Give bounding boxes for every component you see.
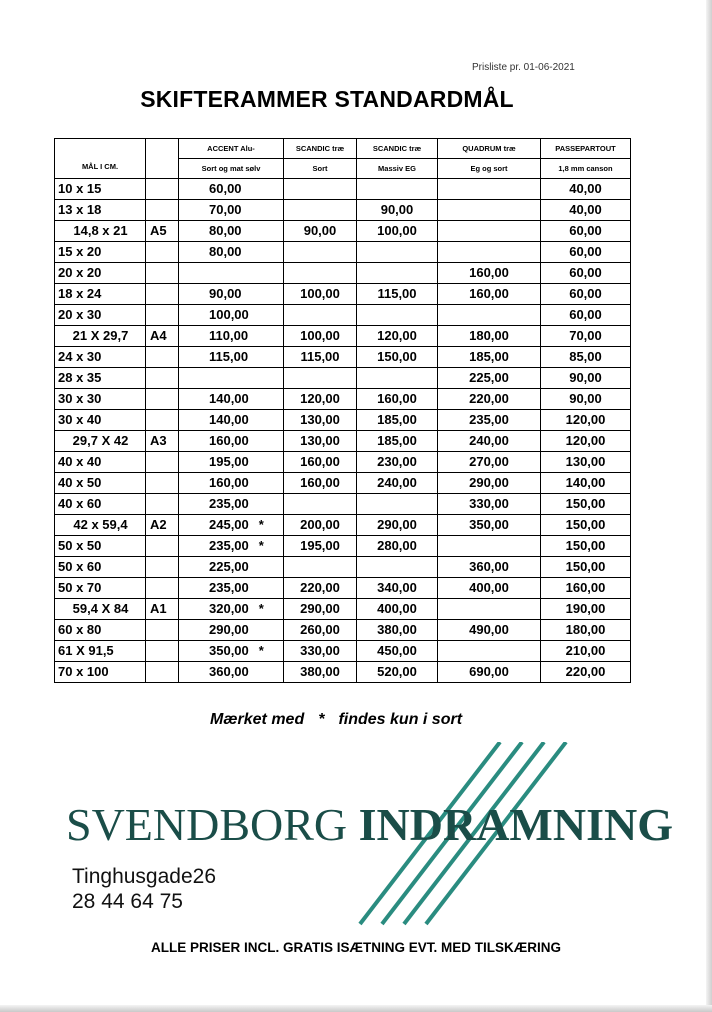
table-row	[55, 179, 631, 200]
scandic-eg-price-cell: 90,00	[357, 200, 438, 221]
format-cell: A1	[146, 599, 179, 620]
size-cell: 59,4 X 84	[55, 599, 146, 620]
size-cell: 29,7 X 42	[55, 431, 146, 452]
accent-price-cell	[179, 557, 284, 578]
black-only-marker: *	[258, 601, 264, 616]
format-column-header	[146, 139, 179, 179]
header-row-top	[55, 139, 631, 159]
phone-number: 28 44 64 75	[72, 890, 183, 913]
passepartout-price-cell: 40,00	[541, 200, 631, 221]
format-cell	[146, 200, 179, 221]
scandic-sort-price-cell	[284, 263, 357, 284]
accent-price: 350,00	[209, 643, 249, 658]
format-cell	[146, 179, 179, 200]
accent-price: 320,00	[209, 601, 249, 616]
accent-price: 225,00	[209, 559, 249, 574]
scandic-sort-price-cell: 120,00	[284, 389, 357, 410]
quadrum-price-cell	[438, 221, 541, 242]
scandic-sort-price-cell: 130,00	[284, 410, 357, 431]
format-cell	[146, 347, 179, 368]
format-cell	[146, 284, 179, 305]
size-cell: 10 x 15	[55, 179, 146, 200]
accent-price-cell	[179, 347, 284, 368]
company-address	[72, 864, 216, 914]
accent-price: 90,00	[209, 286, 242, 301]
quadrum-price-cell: 290,00	[438, 473, 541, 494]
black-only-marker: *	[258, 517, 264, 532]
table-row	[55, 557, 631, 578]
accent-price: 160,00	[209, 475, 249, 490]
col-header-quadrum: QUADRUM træ	[438, 139, 541, 159]
accent-price-cell	[179, 305, 284, 326]
scandic-eg-price-cell: 150,00	[357, 347, 438, 368]
accent-price-cell	[179, 368, 284, 389]
passepartout-price-cell: 150,00	[541, 536, 631, 557]
scandic-sort-price-cell: 330,00	[284, 641, 357, 662]
quadrum-price-cell: 690,00	[438, 662, 541, 683]
passepartout-price-cell: 140,00	[541, 473, 631, 494]
scandic-sort-price-cell: 290,00	[284, 599, 357, 620]
scandic-sort-price-cell: 130,00	[284, 431, 357, 452]
format-cell: A2	[146, 515, 179, 536]
accent-price: 235,00	[209, 580, 249, 595]
table-row	[55, 389, 631, 410]
accent-price-cell	[179, 326, 284, 347]
table-row	[55, 641, 631, 662]
format-cell	[146, 557, 179, 578]
size-cell: 40 x 40	[55, 452, 146, 473]
table-row	[55, 410, 631, 431]
footnote-text-2: findes kun i sort	[338, 711, 463, 728]
accent-price: 110,00	[209, 328, 249, 343]
accent-price-cell	[179, 431, 284, 452]
format-cell	[146, 620, 179, 641]
passepartout-price-cell: 90,00	[541, 389, 631, 410]
scandic-sort-price-cell	[284, 305, 357, 326]
table-row	[55, 305, 631, 326]
scandic-sort-price-cell	[284, 200, 357, 221]
passepartout-price-cell: 120,00	[541, 410, 631, 431]
quadrum-price-cell: 360,00	[438, 557, 541, 578]
quadrum-price-cell	[438, 179, 541, 200]
accent-price-cell	[179, 410, 284, 431]
scandic-eg-price-cell: 100,00	[357, 221, 438, 242]
col-subheader-accent: Sort og mat sølv	[179, 159, 284, 179]
col-header-passepartout: PASSEPARTOUT	[541, 139, 631, 159]
scandic-eg-price-cell	[357, 368, 438, 389]
scandic-sort-price-cell: 380,00	[284, 662, 357, 683]
table-row	[55, 662, 631, 683]
format-cell	[146, 452, 179, 473]
format-cell	[146, 389, 179, 410]
quadrum-price-cell	[438, 200, 541, 221]
col-subheader-passepartout: 1,8 mm canson	[541, 159, 631, 179]
col-subheader-scandic-sort: Sort	[284, 159, 357, 179]
table-row	[55, 221, 631, 242]
bottom-note: ALLE PRISER INCL. GRATIS ISÆTNING EVT. MED TILSKÆRING	[150, 940, 562, 955]
size-cell: 50 x 60	[55, 557, 146, 578]
table-row	[55, 536, 631, 557]
passepartout-price-cell: 40,00	[541, 179, 631, 200]
black-only-marker: *	[258, 643, 264, 658]
quadrum-price-cell: 270,00	[438, 452, 541, 473]
size-cell: 60 x 80	[55, 620, 146, 641]
scandic-eg-price-cell: 340,00	[357, 578, 438, 599]
scandic-eg-price-cell: 185,00	[357, 431, 438, 452]
scandic-sort-price-cell: 220,00	[284, 578, 357, 599]
quadrum-price-cell: 180,00	[438, 326, 541, 347]
accent-price: 100,00	[209, 307, 249, 322]
scandic-sort-price-cell	[284, 242, 357, 263]
size-column-header: MÅL I CM.	[55, 139, 146, 179]
scandic-sort-price-cell: 160,00	[284, 473, 357, 494]
quadrum-price-cell: 400,00	[438, 578, 541, 599]
passepartout-price-cell: 60,00	[541, 242, 631, 263]
street-number: 26	[192, 865, 217, 888]
quadrum-price-cell: 220,00	[438, 389, 541, 410]
table-row	[55, 494, 631, 515]
accent-price-cell	[179, 578, 284, 599]
format-cell: A5	[146, 221, 179, 242]
quadrum-price-cell	[438, 599, 541, 620]
accent-price-cell	[179, 263, 284, 284]
scandic-sort-price-cell: 260,00	[284, 620, 357, 641]
quadrum-price-cell: 235,00	[438, 410, 541, 431]
accent-price: 290,00	[209, 622, 249, 637]
table-row	[55, 347, 631, 368]
passepartout-price-cell: 85,00	[541, 347, 631, 368]
footnote	[0, 711, 712, 729]
table-row	[55, 515, 631, 536]
table-row	[55, 599, 631, 620]
scandic-eg-price-cell: 400,00	[357, 599, 438, 620]
size-cell: 50 x 70	[55, 578, 146, 599]
footnote-star: *	[318, 711, 325, 728]
accent-price-cell	[179, 473, 284, 494]
scandic-sort-price-cell: 160,00	[284, 452, 357, 473]
col-header-scandic-eg: SCANDIC træ	[357, 139, 438, 159]
scandic-eg-price-cell: 120,00	[357, 326, 438, 347]
passepartout-price-cell: 220,00	[541, 662, 631, 683]
size-cell: 28 x 35	[55, 368, 146, 389]
size-cell: 40 x 50	[55, 473, 146, 494]
table-row	[55, 368, 631, 389]
quadrum-price-cell	[438, 641, 541, 662]
footnote-text-1: Mærket med	[209, 711, 305, 728]
scandic-sort-price-cell	[284, 368, 357, 389]
brand-name-light: SVENDBORG	[66, 799, 359, 850]
passepartout-price-cell: 90,00	[541, 368, 631, 389]
format-cell	[146, 578, 179, 599]
accent-price-cell	[179, 494, 284, 515]
size-cell: 42 x 59,4	[55, 515, 146, 536]
scandic-sort-price-cell	[284, 179, 357, 200]
quadrum-price-cell: 240,00	[438, 431, 541, 452]
col-subheader-scandic-eg: Massiv EG	[357, 159, 438, 179]
passepartout-price-cell: 70,00	[541, 326, 631, 347]
table-row	[55, 242, 631, 263]
col-subheader-quadrum: Eg og sort	[438, 159, 541, 179]
accent-price-cell	[179, 389, 284, 410]
accent-price: 235,00	[209, 496, 249, 511]
format-cell: A4	[146, 326, 179, 347]
scandic-eg-price-cell: 160,00	[357, 389, 438, 410]
accent-price-cell	[179, 641, 284, 662]
table-row	[55, 431, 631, 452]
quadrum-price-cell	[438, 536, 541, 557]
table-row	[55, 578, 631, 599]
size-cell: 30 x 40	[55, 410, 146, 431]
passepartout-price-cell: 180,00	[541, 620, 631, 641]
scandic-eg-price-cell	[357, 557, 438, 578]
scandic-eg-price-cell: 450,00	[357, 641, 438, 662]
size-cell: 70 x 100	[55, 662, 146, 683]
accent-price-cell	[179, 200, 284, 221]
col-header-scandic-sort: SCANDIC træ	[284, 139, 357, 159]
scandic-eg-price-cell	[357, 494, 438, 515]
format-cell	[146, 263, 179, 284]
quadrum-price-cell: 185,00	[438, 347, 541, 368]
format-cell	[146, 494, 179, 515]
table-row	[55, 452, 631, 473]
table-row	[55, 326, 631, 347]
brand-name-bold: INDRAMNING	[358, 799, 673, 850]
quadrum-price-cell: 160,00	[438, 263, 541, 284]
table-row	[55, 284, 631, 305]
size-cell: 13 x 18	[55, 200, 146, 221]
accent-price-cell	[179, 179, 284, 200]
scandic-eg-price-cell: 290,00	[357, 515, 438, 536]
scandic-eg-price-cell	[357, 305, 438, 326]
accent-price-cell	[179, 662, 284, 683]
scandic-eg-price-cell: 115,00	[357, 284, 438, 305]
accent-price: 80,00	[209, 223, 242, 238]
table-row	[55, 263, 631, 284]
page-shadow-right	[706, 0, 712, 1012]
accent-price: 160,00	[209, 433, 249, 448]
pricelist-date: Prisliste pr. 01-06-2021	[472, 62, 575, 73]
passepartout-price-cell: 60,00	[541, 305, 631, 326]
table-row	[55, 473, 631, 494]
company-logo	[60, 742, 673, 932]
passepartout-price-cell: 120,00	[541, 431, 631, 452]
quadrum-price-cell: 160,00	[438, 284, 541, 305]
passepartout-price-cell: 60,00	[541, 284, 631, 305]
quadrum-price-cell	[438, 242, 541, 263]
accent-price: 70,00	[209, 202, 242, 217]
size-cell: 24 x 30	[55, 347, 146, 368]
size-cell: 14,8 x 21	[55, 221, 146, 242]
format-cell: A3	[146, 431, 179, 452]
accent-price: 115,00	[209, 349, 249, 364]
quadrum-price-cell: 350,00	[438, 515, 541, 536]
size-cell: 20 x 30	[55, 305, 146, 326]
quadrum-price-cell: 490,00	[438, 620, 541, 641]
accent-price: 235,00	[209, 538, 249, 553]
accent-price-cell	[179, 536, 284, 557]
size-cell: 15 x 20	[55, 242, 146, 263]
size-cell: 61 X 91,5	[55, 641, 146, 662]
scandic-eg-price-cell	[357, 242, 438, 263]
accent-price-cell	[179, 599, 284, 620]
accent-price-cell	[179, 515, 284, 536]
scandic-sort-price-cell: 115,00	[284, 347, 357, 368]
scandic-eg-price-cell: 280,00	[357, 536, 438, 557]
size-cell: 18 x 24	[55, 284, 146, 305]
scandic-eg-price-cell	[357, 263, 438, 284]
scandic-eg-price-cell: 230,00	[357, 452, 438, 473]
format-cell	[146, 368, 179, 389]
passepartout-price-cell: 60,00	[541, 263, 631, 284]
passepartout-price-cell: 160,00	[541, 578, 631, 599]
passepartout-price-cell: 210,00	[541, 641, 631, 662]
accent-price-cell	[179, 620, 284, 641]
accent-price-cell	[179, 221, 284, 242]
format-cell	[146, 536, 179, 557]
format-cell	[146, 305, 179, 326]
accent-price: 60,00	[209, 181, 242, 196]
page-title: SKIFTERAMMER STANDARDMÅL	[140, 86, 514, 112]
passepartout-price-cell: 190,00	[541, 599, 631, 620]
passepartout-price-cell: 150,00	[541, 557, 631, 578]
accent-price: 140,00	[209, 412, 249, 427]
accent-price: 360,00	[209, 664, 249, 679]
black-only-marker: *	[258, 538, 264, 553]
scandic-sort-price-cell: 90,00	[284, 221, 357, 242]
accent-price-cell	[179, 284, 284, 305]
passepartout-price-cell: 150,00	[541, 494, 631, 515]
scandic-eg-price-cell: 185,00	[357, 410, 438, 431]
accent-price: 80,00	[209, 244, 242, 259]
size-cell: 40 x 60	[55, 494, 146, 515]
scandic-sort-price-cell: 100,00	[284, 284, 357, 305]
format-cell	[146, 662, 179, 683]
format-cell	[146, 473, 179, 494]
format-cell	[146, 242, 179, 263]
quadrum-price-cell: 330,00	[438, 494, 541, 515]
scandic-sort-price-cell: 195,00	[284, 536, 357, 557]
scandic-sort-price-cell	[284, 494, 357, 515]
size-cell: 20 x 20	[55, 263, 146, 284]
accent-price: 140,00	[209, 391, 249, 406]
scandic-eg-price-cell	[357, 179, 438, 200]
street-name: Tinghusgade	[72, 865, 193, 888]
scandic-sort-price-cell: 100,00	[284, 326, 357, 347]
accent-price-cell	[179, 452, 284, 473]
format-cell	[146, 641, 179, 662]
accent-price: 245,00	[209, 517, 249, 532]
size-cell: 50 x 50	[55, 536, 146, 557]
table-row	[55, 620, 631, 641]
quadrum-price-cell	[438, 305, 541, 326]
price-table	[54, 138, 631, 683]
scandic-sort-price-cell	[284, 557, 357, 578]
scandic-eg-price-cell: 380,00	[357, 620, 438, 641]
format-cell	[146, 410, 179, 431]
quadrum-price-cell: 225,00	[438, 368, 541, 389]
scandic-eg-price-cell: 520,00	[357, 662, 438, 683]
size-cell: 21 X 29,7	[55, 326, 146, 347]
accent-price-cell	[179, 242, 284, 263]
col-header-accent: ACCENT Alu-	[179, 139, 284, 159]
passepartout-price-cell: 150,00	[541, 515, 631, 536]
brand-name	[66, 798, 673, 851]
table-row	[55, 200, 631, 221]
scandic-sort-price-cell: 200,00	[284, 515, 357, 536]
passepartout-price-cell: 60,00	[541, 221, 631, 242]
scandic-eg-price-cell: 240,00	[357, 473, 438, 494]
passepartout-price-cell: 130,00	[541, 452, 631, 473]
accent-price: 195,00	[209, 454, 249, 469]
size-cell: 30 x 30	[55, 389, 146, 410]
page-shadow-bottom	[0, 1005, 712, 1012]
